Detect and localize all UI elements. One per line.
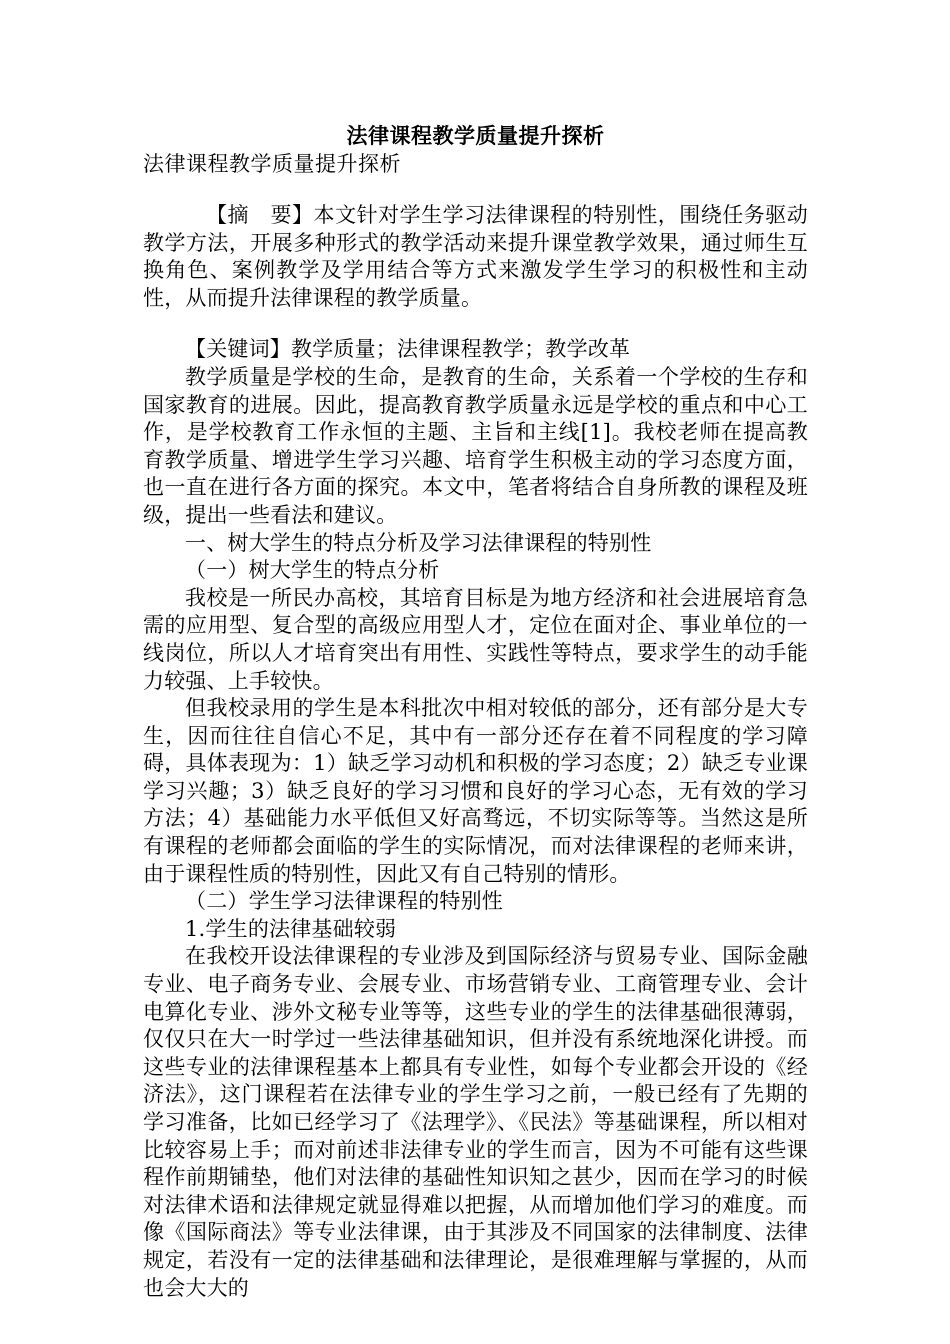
body-paragraph-school: 我校是一所民办高校，其培育目标是为地方经济和社会进展培育急需的应用型、复合型的高级应用型人才，定位在面对企、事业单位的一线岗位，所以人才培育突出有用性、实践性等特点，要求学生的动手能力较强、上手较快。	[143, 585, 808, 693]
subsection-heading-1: （一）树大学生的特点分析	[185, 558, 440, 583]
body-paragraph-intro: 教学质量是学校的生命，是教育的生命，关系着一个学校的生存和国家教育的进展。因此，提高教育教学质量永远是学校的重点和中心工作，是学校教育工作永恒的主题、主旨和主线[1]。我校老师在提高教育教学质量、增进学生学习兴趣、培育学生积极主动的学习态度方面，也一直在进行各方面的探究。本文中，笔者将结合自身所教的课程及班级，提出一些看法和建议。	[143, 364, 808, 527]
keywords-line: 【关键词】教学质量；法律课程教学；教学改革	[185, 337, 631, 362]
document-subtitle: 法律课程教学质量提升探析	[143, 152, 401, 176]
document-body	[143, 122, 808, 1302]
abstract-paragraph: 【摘 要】本文针对学生学习法律课程的特别性，围绕任务驱动教学方法，开展多种形式的教学活动来提升课堂教学效果，通过师生互换角色、案例教学及学用结合等方式来激发学生学习的积极性和主动性，从而提升法律课程的教学质量。	[143, 203, 808, 310]
body-paragraph-students: 但我校录用的学生是本科批次中相对较低的部分，还有部分是大专生，因而往往自信心不足，其中有一部分还存在着不同程度的学习障碍，具体表现为：1）缺乏学习动机和积极的学习态度；2）缺乏专业课学习兴趣；3）缺乏良好的学习习惯和良好的学习心态，无有效的学习方法；4）基础能力水平低但又好高骛远，不切实际等等。当然这是所有课程的老师都会面临的学生的实际情况，而对法律课程的老师来讲，由于课程性质的特别性，因此又有自己特别的情形。	[143, 696, 808, 886]
spacer	[143, 312, 808, 336]
point-heading-1: 1.学生的法律基础较弱	[185, 916, 397, 941]
spacer	[143, 178, 808, 202]
body-paragraph-legal-basis: 在我校开设法律课程的专业涉及到国际经济与贸易专业、国际金融专业、电子商务专业、会展专业、市场营销专业、工商管理专业、会计电算化专业、涉外文秘专业等等，这些专业的学生的法律基础很薄弱，仅仅只在大一时学过一些法律基础知识，但并没有系统地深化讲授。而这些专业的法律课程基本上都具有专业性，如每个专业都会开设的《经济法》，这门课程若在法律专业的学生学习之前，一般已经有了先期的学习准备，比如已经学习了《法理学》、《民法》等基础课程，所以相对比较容易上手；而对前述非法律专业的学生而言，因为不可能有这些课程作前期铺垫，他们对法律的基础性知识知之甚少，因而在学习的时候对法律术语和法律规定就显得难以把握，从而增加他们学习的难度。而像《国际商法》等专业法律课，由于其涉及不同国家的法律制度、法律规定，若没有一定的法律基础和法律理论，是很难理解与掌握的，从而也会大大的	[143, 944, 808, 1300]
subsection-heading-2: （二）学生学习法律课程的特别性	[185, 889, 503, 914]
document-title: 法律课程教学质量提升探析	[346, 123, 605, 148]
section-heading-1: 一、树大学生的特点分析及学习法律课程的特别性	[185, 530, 652, 555]
